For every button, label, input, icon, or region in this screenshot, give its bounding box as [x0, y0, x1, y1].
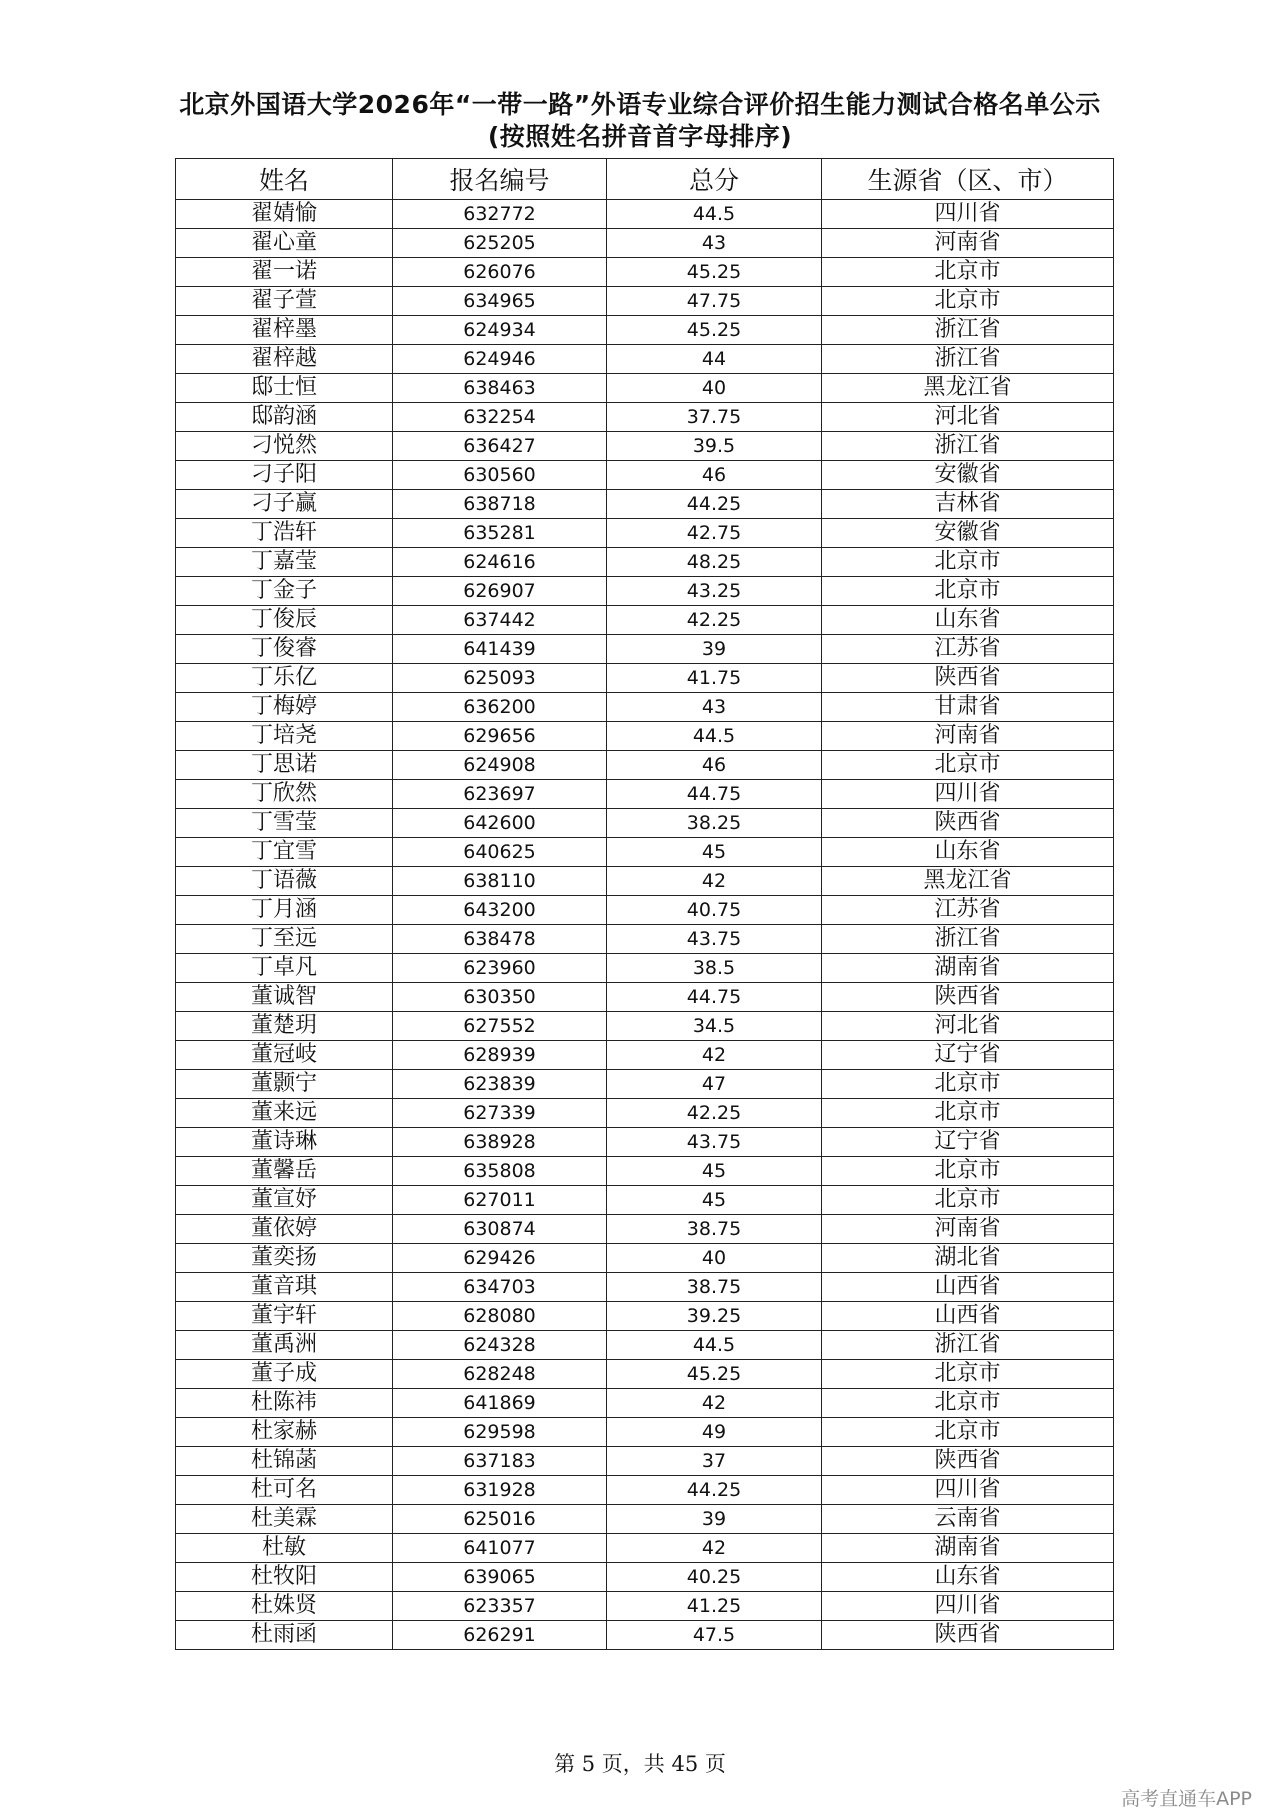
cell-registration-id: 635281: [393, 519, 607, 548]
cell-province: 山西省: [822, 1273, 1114, 1302]
table-row: [176, 1592, 1114, 1621]
table-row: [176, 490, 1114, 519]
cell-name: 董颢宁: [176, 1070, 393, 1099]
table-header-row: [176, 159, 1114, 200]
table-row: [176, 896, 1114, 925]
cell-registration-id: 629656: [393, 722, 607, 751]
cell-registration-id: 643200: [393, 896, 607, 925]
table-row: [176, 1244, 1114, 1273]
cell-total-score: 45.25: [607, 258, 822, 287]
cell-total-score: 37: [607, 1447, 822, 1476]
cell-registration-id: 634965: [393, 287, 607, 316]
cell-name: 翟子萱: [176, 287, 393, 316]
cell-total-score: 39.5: [607, 432, 822, 461]
cell-province: 江苏省: [822, 635, 1114, 664]
cell-name: 丁培尧: [176, 722, 393, 751]
cell-name: 翟心童: [176, 229, 393, 258]
cell-province: 北京市: [822, 1389, 1114, 1418]
table-row: [176, 1157, 1114, 1186]
cell-province: 浙江省: [822, 345, 1114, 374]
cell-total-score: 38.75: [607, 1273, 822, 1302]
cell-total-score: 47.5: [607, 1621, 822, 1650]
cell-province: 黑龙江省: [822, 867, 1114, 896]
cell-name: 刁子赢: [176, 490, 393, 519]
document-subtitle: (按照姓名拼音首字母排序): [487, 122, 793, 151]
cell-province: 北京市: [822, 1418, 1114, 1447]
cell-registration-id: 638928: [393, 1128, 607, 1157]
cell-name: 杜可名: [176, 1476, 393, 1505]
table-row: [176, 780, 1114, 809]
cell-province: 山东省: [822, 838, 1114, 867]
cell-total-score: 44.25: [607, 1476, 822, 1505]
cell-name: 邸士恒: [176, 374, 393, 403]
cell-province: 山东省: [822, 1563, 1114, 1592]
cell-total-score: 44: [607, 345, 822, 374]
table-row: [176, 838, 1114, 867]
table-row: [176, 519, 1114, 548]
table-row: [176, 925, 1114, 954]
cell-province: 北京市: [822, 1070, 1114, 1099]
cell-province: 河南省: [822, 722, 1114, 751]
table-row: [176, 867, 1114, 896]
cell-province: 北京市: [822, 577, 1114, 606]
cell-province: 安徽省: [822, 461, 1114, 490]
cell-province: 四川省: [822, 1476, 1114, 1505]
table-row: [176, 200, 1114, 229]
cell-registration-id: 628248: [393, 1360, 607, 1389]
cell-registration-id: 624328: [393, 1331, 607, 1360]
cell-registration-id: 625205: [393, 229, 607, 258]
cell-registration-id: 623839: [393, 1070, 607, 1099]
table-row: [176, 287, 1114, 316]
cell-registration-id: 624946: [393, 345, 607, 374]
cell-registration-id: 638478: [393, 925, 607, 954]
table-row: [176, 1389, 1114, 1418]
cell-name: 丁至远: [176, 925, 393, 954]
cell-name: 董诗琳: [176, 1128, 393, 1157]
cell-total-score: 44.25: [607, 490, 822, 519]
cell-name: 刁子阳: [176, 461, 393, 490]
table-row: [176, 316, 1114, 345]
table-row: [176, 635, 1114, 664]
column-header-total-score: 总分: [607, 159, 822, 200]
cell-total-score: 45.25: [607, 316, 822, 345]
cell-total-score: 48.25: [607, 548, 822, 577]
table-row: [176, 1070, 1114, 1099]
cell-registration-id: 640625: [393, 838, 607, 867]
column-header-registration-id: 报名编号: [393, 159, 607, 200]
cell-name: 董禹洲: [176, 1331, 393, 1360]
table-row: [176, 1273, 1114, 1302]
cell-registration-id: 623960: [393, 954, 607, 983]
cell-province: 北京市: [822, 1099, 1114, 1128]
cell-total-score: 43: [607, 693, 822, 722]
cell-province: 湖南省: [822, 954, 1114, 983]
cell-registration-id: 641077: [393, 1534, 607, 1563]
table-row: [176, 1128, 1114, 1157]
cell-registration-id: 636200: [393, 693, 607, 722]
cell-name: 董子成: [176, 1360, 393, 1389]
cell-name: 杜敏: [176, 1534, 393, 1563]
table-row: [176, 229, 1114, 258]
cell-registration-id: 630350: [393, 983, 607, 1012]
cell-province: 陕西省: [822, 809, 1114, 838]
cell-total-score: 43: [607, 229, 822, 258]
table-row: [176, 1215, 1114, 1244]
cell-total-score: 39.25: [607, 1302, 822, 1331]
cell-name: 丁语薇: [176, 867, 393, 896]
cell-total-score: 47.75: [607, 287, 822, 316]
cell-name: 杜陈祎: [176, 1389, 393, 1418]
cell-province: 陕西省: [822, 1621, 1114, 1650]
cell-total-score: 40.75: [607, 896, 822, 925]
cell-registration-id: 642600: [393, 809, 607, 838]
table-row: [176, 1360, 1114, 1389]
cell-province: 湖南省: [822, 1534, 1114, 1563]
cell-name: 丁嘉莹: [176, 548, 393, 577]
cell-province: 浙江省: [822, 1331, 1114, 1360]
cell-province: 北京市: [822, 548, 1114, 577]
cell-total-score: 45: [607, 1157, 822, 1186]
cell-total-score: 41.75: [607, 664, 822, 693]
cell-total-score: 40.25: [607, 1563, 822, 1592]
cell-name: 丁乐亿: [176, 664, 393, 693]
cell-province: 河南省: [822, 1215, 1114, 1244]
cell-total-score: 44.5: [607, 1331, 822, 1360]
table-row: [176, 722, 1114, 751]
table-row: [176, 403, 1114, 432]
cell-registration-id: 630560: [393, 461, 607, 490]
table-row: [176, 1012, 1114, 1041]
cell-name: 翟婧愉: [176, 200, 393, 229]
cell-province: 浙江省: [822, 316, 1114, 345]
cell-name: 丁俊辰: [176, 606, 393, 635]
cell-name: 董诚智: [176, 983, 393, 1012]
cell-registration-id: 631928: [393, 1476, 607, 1505]
cell-name: 丁俊睿: [176, 635, 393, 664]
table-row: [176, 1099, 1114, 1128]
cell-total-score: 49: [607, 1418, 822, 1447]
cell-province: 河南省: [822, 229, 1114, 258]
table-row: [176, 461, 1114, 490]
cell-registration-id: 641869: [393, 1389, 607, 1418]
cell-registration-id: 638718: [393, 490, 607, 519]
cell-name: 丁金子: [176, 577, 393, 606]
cell-province: 北京市: [822, 258, 1114, 287]
cell-name: 董依婷: [176, 1215, 393, 1244]
cell-registration-id: 638463: [393, 374, 607, 403]
watermark: 高考直通车APP: [1121, 1788, 1252, 1810]
table-row: [176, 345, 1114, 374]
cell-total-score: 43.25: [607, 577, 822, 606]
cell-registration-id: 632254: [393, 403, 607, 432]
cell-province: 北京市: [822, 751, 1114, 780]
cell-total-score: 43.75: [607, 925, 822, 954]
table-row: [176, 258, 1114, 287]
cell-province: 山东省: [822, 606, 1114, 635]
table-row: [176, 1563, 1114, 1592]
cell-name: 董来远: [176, 1099, 393, 1128]
cell-total-score: 42.75: [607, 519, 822, 548]
table-row: [176, 606, 1114, 635]
cell-province: 甘肃省: [822, 693, 1114, 722]
table-row: [176, 664, 1114, 693]
cell-total-score: 44.75: [607, 983, 822, 1012]
cell-registration-id: 632772: [393, 200, 607, 229]
cell-registration-id: 629598: [393, 1418, 607, 1447]
table-row: [176, 1331, 1114, 1360]
cell-registration-id: 635808: [393, 1157, 607, 1186]
cell-name: 丁宜雪: [176, 838, 393, 867]
table-row: [176, 1476, 1114, 1505]
cell-registration-id: 629426: [393, 1244, 607, 1273]
cell-total-score: 43.75: [607, 1128, 822, 1157]
table-row: [176, 1302, 1114, 1331]
cell-total-score: 41.25: [607, 1592, 822, 1621]
cell-province: 陕西省: [822, 1447, 1114, 1476]
cell-registration-id: 624908: [393, 751, 607, 780]
cell-province: 黑龙江省: [822, 374, 1114, 403]
cell-total-score: 42.25: [607, 606, 822, 635]
cell-registration-id: 624934: [393, 316, 607, 345]
cell-name: 丁月涵: [176, 896, 393, 925]
table-row: [176, 1447, 1114, 1476]
cell-name: 杜美霖: [176, 1505, 393, 1534]
cell-registration-id: 623697: [393, 780, 607, 809]
cell-province: 湖北省: [822, 1244, 1114, 1273]
cell-registration-id: 626291: [393, 1621, 607, 1650]
cell-registration-id: 625093: [393, 664, 607, 693]
cell-province: 江苏省: [822, 896, 1114, 925]
cell-registration-id: 625016: [393, 1505, 607, 1534]
table-row: [176, 548, 1114, 577]
cell-name: 杜牧阳: [176, 1563, 393, 1592]
cell-total-score: 45.25: [607, 1360, 822, 1389]
cell-total-score: 42.25: [607, 1099, 822, 1128]
cell-registration-id: 623357: [393, 1592, 607, 1621]
cell-name: 杜家赫: [176, 1418, 393, 1447]
cell-registration-id: 626907: [393, 577, 607, 606]
cell-registration-id: 634703: [393, 1273, 607, 1302]
cell-total-score: 38.75: [607, 1215, 822, 1244]
table-row: [176, 809, 1114, 838]
cell-registration-id: 636427: [393, 432, 607, 461]
cell-province: 山西省: [822, 1302, 1114, 1331]
cell-total-score: 40: [607, 374, 822, 403]
table-row: [176, 1505, 1114, 1534]
cell-total-score: 46: [607, 751, 822, 780]
table-row: [176, 751, 1114, 780]
cell-province: 河北省: [822, 1012, 1114, 1041]
table-body: [176, 200, 1114, 1650]
document-title: 北京外国语大学2026年“一带一路”外语专业综合评价招生能力测试合格名单公示: [179, 90, 1101, 119]
cell-registration-id: 628939: [393, 1041, 607, 1070]
cell-name: 翟梓墨: [176, 316, 393, 345]
table-row: [176, 1418, 1114, 1447]
cell-total-score: 46: [607, 461, 822, 490]
cell-province: 浙江省: [822, 432, 1114, 461]
cell-total-score: 45: [607, 1186, 822, 1215]
table-row: [176, 983, 1114, 1012]
page-number: 第 5 页，共 45 页: [554, 1752, 726, 1776]
cell-name: 翟梓越: [176, 345, 393, 374]
cell-name: 丁雪莹: [176, 809, 393, 838]
cell-total-score: 44.75: [607, 780, 822, 809]
cell-province: 辽宁省: [822, 1128, 1114, 1157]
cell-name: 杜锦菡: [176, 1447, 393, 1476]
cell-name: 董宇轩: [176, 1302, 393, 1331]
table-row: [176, 374, 1114, 403]
cell-total-score: 39: [607, 1505, 822, 1534]
cell-total-score: 42: [607, 1041, 822, 1070]
cell-name: 丁浩轩: [176, 519, 393, 548]
cell-name: 丁欣然: [176, 780, 393, 809]
cell-total-score: 42: [607, 867, 822, 896]
cell-province: 安徽省: [822, 519, 1114, 548]
cell-province: 北京市: [822, 287, 1114, 316]
cell-province: 云南省: [822, 1505, 1114, 1534]
table-row: [176, 1534, 1114, 1563]
cell-total-score: 42: [607, 1534, 822, 1563]
cell-name: 董冠岐: [176, 1041, 393, 1070]
cell-registration-id: 637183: [393, 1447, 607, 1476]
table-row: [176, 1621, 1114, 1650]
cell-name: 丁卓凡: [176, 954, 393, 983]
cell-province: 陕西省: [822, 983, 1114, 1012]
cell-province: 辽宁省: [822, 1041, 1114, 1070]
table-row: [176, 954, 1114, 983]
cell-province: 吉林省: [822, 490, 1114, 519]
cell-registration-id: 641439: [393, 635, 607, 664]
cell-name: 翟一诺: [176, 258, 393, 287]
cell-registration-id: 624616: [393, 548, 607, 577]
table-row: [176, 432, 1114, 461]
cell-total-score: 44.5: [607, 200, 822, 229]
cell-registration-id: 630874: [393, 1215, 607, 1244]
cell-name: 杜雨函: [176, 1621, 393, 1650]
table-row: [176, 1041, 1114, 1070]
cell-province: 四川省: [822, 200, 1114, 229]
cell-registration-id: 639065: [393, 1563, 607, 1592]
cell-total-score: 39: [607, 635, 822, 664]
cell-registration-id: 627011: [393, 1186, 607, 1215]
cell-registration-id: 626076: [393, 258, 607, 287]
cell-registration-id: 638110: [393, 867, 607, 896]
cell-name: 丁梅婷: [176, 693, 393, 722]
cell-registration-id: 627552: [393, 1012, 607, 1041]
cell-province: 四川省: [822, 1592, 1114, 1621]
cell-registration-id: 628080: [393, 1302, 607, 1331]
cell-registration-id: 637442: [393, 606, 607, 635]
cell-name: 丁思诺: [176, 751, 393, 780]
cell-name: 董宣妤: [176, 1186, 393, 1215]
cell-name: 董楚玥: [176, 1012, 393, 1041]
cell-total-score: 38.5: [607, 954, 822, 983]
column-header-name: 姓名: [176, 159, 393, 200]
cell-province: 北京市: [822, 1157, 1114, 1186]
cell-name: 刁悦然: [176, 432, 393, 461]
cell-province: 北京市: [822, 1186, 1114, 1215]
cell-name: 董馨岳: [176, 1157, 393, 1186]
cell-province: 四川省: [822, 780, 1114, 809]
cell-total-score: 40: [607, 1244, 822, 1273]
cell-total-score: 47: [607, 1070, 822, 1099]
cell-total-score: 45: [607, 838, 822, 867]
cell-total-score: 42: [607, 1389, 822, 1418]
candidate-table: [175, 158, 1114, 1650]
cell-province: 河北省: [822, 403, 1114, 432]
cell-name: 杜姝贤: [176, 1592, 393, 1621]
cell-province: 陕西省: [822, 664, 1114, 693]
cell-total-score: 38.25: [607, 809, 822, 838]
cell-name: 董音琪: [176, 1273, 393, 1302]
cell-total-score: 44.5: [607, 722, 822, 751]
cell-name: 邸韵涵: [176, 403, 393, 432]
table-row: [176, 693, 1114, 722]
cell-province: 浙江省: [822, 925, 1114, 954]
table-row: [176, 1186, 1114, 1215]
column-header-province: 生源省（区、市）: [822, 159, 1114, 200]
cell-registration-id: 627339: [393, 1099, 607, 1128]
cell-province: 北京市: [822, 1360, 1114, 1389]
cell-name: 董奕扬: [176, 1244, 393, 1273]
cell-total-score: 34.5: [607, 1012, 822, 1041]
cell-total-score: 37.75: [607, 403, 822, 432]
table-row: [176, 577, 1114, 606]
